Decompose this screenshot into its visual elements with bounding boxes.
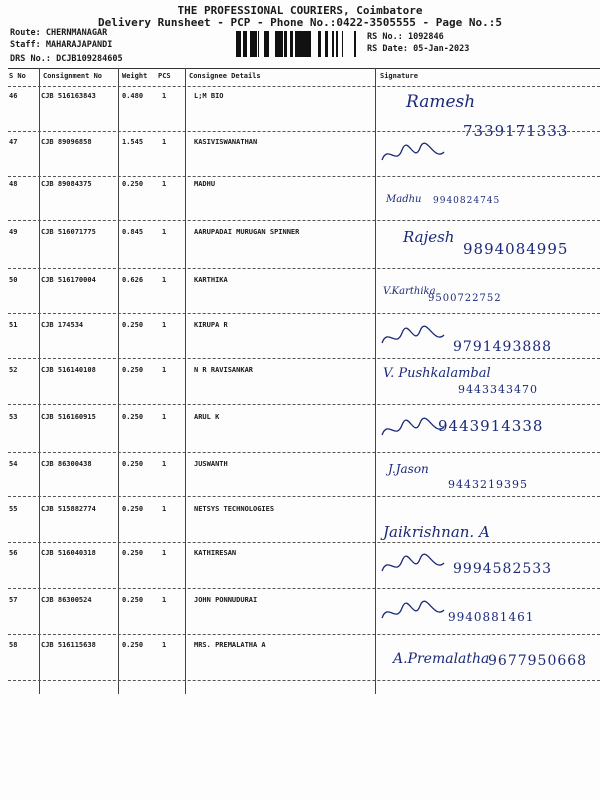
row-weight: 0.250	[122, 366, 144, 374]
handwritten-signature: V. Pushkalambal	[383, 366, 491, 381]
row-sno: 51	[9, 321, 18, 329]
row-consignment-no: CJB 515882774	[41, 505, 96, 513]
row-consignee: KIRUPA R	[194, 321, 228, 329]
row-consignment-no: CJB 516163843	[41, 92, 96, 100]
handwritten-phone: 9940824745	[433, 196, 501, 206]
row-sno: 48	[9, 180, 18, 188]
runsheet-subtitle: Delivery Runsheet - PCP - Phone No.:0422-3505555 - Page No.:5	[98, 16, 502, 29]
row-sno: 53	[9, 413, 18, 421]
row-divider	[8, 220, 600, 221]
row-consignment-no: CJB 89096858	[41, 138, 92, 146]
row-divider	[8, 496, 600, 497]
handwritten-signature: Madhu	[386, 194, 422, 205]
handwritten-phone: 9443914338	[438, 417, 544, 435]
column-divider	[39, 68, 40, 694]
rs-date-value: 05-Jan-2023	[413, 44, 470, 54]
rs-no-label: RS No.:	[367, 32, 403, 42]
row-divider	[8, 634, 600, 635]
row-consignee: N R RAVISANKAR	[194, 366, 254, 374]
drs-line	[10, 54, 123, 64]
row-divider	[8, 452, 600, 453]
barcode-image	[235, 31, 360, 57]
row-consignment-no: CJB 516115638	[41, 641, 96, 649]
signature-scribble	[378, 140, 448, 170]
row-pcs: 1	[162, 321, 167, 329]
header-rule	[8, 86, 600, 87]
row-pcs: 1	[162, 138, 167, 146]
row-consignee: KARTHIKA	[194, 276, 228, 284]
row-pcs: 1	[162, 505, 167, 513]
row-pcs: 1	[162, 549, 167, 557]
col-header-consignment: Consignment No	[43, 72, 103, 80]
route-label: Route:	[10, 28, 41, 38]
row-divider	[8, 680, 600, 681]
row-consignee: AARUPADAI MURUGAN SPINNER	[194, 228, 300, 236]
col-header-signature: Signature	[380, 72, 418, 80]
row-consignment-no: CJB 516040318	[41, 549, 96, 557]
signature-scribble	[378, 598, 448, 628]
row-weight: 0.250	[122, 321, 144, 329]
col-header-consignee: Consignee Details	[189, 72, 261, 80]
row-consignee: MRS. PREMALATHA A	[194, 641, 266, 649]
column-divider	[185, 68, 186, 694]
row-weight: 0.250	[122, 460, 144, 468]
row-sno: 49	[9, 228, 18, 236]
row-weight: 0.250	[122, 413, 144, 421]
handwritten-signature: A.Premalatha	[393, 651, 490, 667]
row-consignee: MADHU	[194, 180, 216, 188]
row-pcs: 1	[162, 641, 167, 649]
handwritten-phone: 7339171333	[463, 122, 569, 140]
signature-scribble	[378, 323, 448, 353]
drs-label: DRS No.:	[10, 54, 51, 64]
row-pcs: 1	[162, 180, 167, 188]
signature-scribble	[378, 415, 448, 445]
rs-date-line	[367, 44, 469, 54]
handwritten-signature: V.Karthika	[383, 286, 436, 297]
row-weight: 0.250	[122, 505, 144, 513]
row-divider	[8, 588, 600, 589]
row-sno: 47	[9, 138, 18, 146]
row-pcs: 1	[162, 92, 167, 100]
row-sno: 46	[9, 92, 18, 100]
row-sno: 56	[9, 549, 18, 557]
col-header-pcs: PCS	[158, 72, 171, 80]
rs-date-label: RS Date:	[367, 44, 408, 54]
row-weight: 0.480	[122, 92, 144, 100]
col-header-weight: Weight	[122, 72, 148, 80]
row-consignment-no: CJB 86300524	[41, 596, 92, 604]
handwritten-phone: 9994582533	[453, 561, 553, 577]
handwritten-signature: Ramesh	[406, 92, 476, 112]
signature-scribble	[378, 551, 448, 581]
row-weight: 0.250	[122, 549, 144, 557]
row-consignee: JOHN PONNUDURAI	[194, 596, 258, 604]
row-consignee: KATHIRESAN	[194, 549, 237, 557]
runsheet-table	[8, 68, 600, 694]
row-consignment-no: CJB 516170004	[41, 276, 96, 284]
row-consignment-no: CJB 174534	[41, 321, 84, 329]
row-consignee: JUSWANTH	[194, 460, 228, 468]
row-sno: 52	[9, 366, 18, 374]
rs-no-value: 1092846	[407, 32, 444, 42]
handwritten-phone: 9791493888	[453, 339, 553, 355]
row-consignee: NETSYS TECHNOLOGIES	[194, 505, 275, 513]
handwritten-phone: 9500722752	[428, 293, 502, 304]
row-pcs: 1	[162, 460, 167, 468]
route-line	[10, 28, 107, 38]
staff-line	[10, 40, 112, 50]
handwritten-phone: 9443343470	[458, 383, 538, 396]
row-pcs: 1	[162, 413, 167, 421]
row-divider	[8, 404, 600, 405]
row-consignment-no: CJB 89084375	[41, 180, 92, 188]
drs-value: DCJB109284605	[56, 54, 123, 64]
row-divider	[8, 131, 600, 132]
row-pcs: 1	[162, 366, 167, 374]
row-weight: 0.250	[122, 641, 144, 649]
row-pcs: 1	[162, 276, 167, 284]
handwritten-signature: J.Jason	[388, 462, 429, 476]
row-consignment-no: CJB 516160915	[41, 413, 96, 421]
handwritten-signature: Rajesh	[403, 228, 455, 246]
row-sno: 58	[9, 641, 18, 649]
row-weight: 0.250	[122, 180, 144, 188]
handwritten-phone: 9443219395	[448, 478, 528, 491]
col-header-sno: S No	[9, 72, 26, 80]
row-consignment-no: CJB 516071775	[41, 228, 96, 236]
row-consignee: ARUL K	[194, 413, 220, 421]
staff-label: Staff:	[10, 40, 41, 50]
column-divider	[375, 68, 376, 694]
row-consignee: L;M BIO	[194, 92, 224, 100]
row-sno: 54	[9, 460, 18, 468]
row-weight: 0.845	[122, 228, 144, 236]
route-value: CHERNMANAGAR	[45, 28, 108, 38]
row-weight: 1.545	[122, 138, 144, 146]
row-pcs: 1	[162, 228, 167, 236]
row-divider	[8, 313, 600, 314]
handwritten-phone: 9940881461	[448, 610, 535, 624]
row-divider	[8, 176, 600, 177]
rs-no-line	[367, 32, 444, 42]
row-divider	[8, 358, 600, 359]
row-weight: 0.250	[122, 596, 144, 604]
handwritten-phone: 9677950668	[488, 653, 588, 669]
row-divider	[8, 542, 600, 543]
company-title: THE PROFESSIONAL COURIERS, Coimbatore	[177, 4, 423, 17]
row-divider	[8, 268, 600, 269]
column-divider	[118, 68, 119, 694]
row-sno: 50	[9, 276, 18, 284]
table-top-rule	[8, 68, 600, 69]
row-consignment-no: CJB 86300438	[41, 460, 92, 468]
row-consignment-no: CJB 516140108	[41, 366, 96, 374]
row-consignee: KASIVISWANATHAN	[194, 138, 258, 146]
row-sno: 57	[9, 596, 18, 604]
handwritten-phone: 9894084995	[463, 240, 569, 258]
row-pcs: 1	[162, 596, 167, 604]
row-sno: 55	[9, 505, 18, 513]
row-weight: 0.626	[122, 276, 144, 284]
staff-value: MAHARAJAPANDI	[45, 40, 113, 50]
handwritten-signature: Jaikrishnan. A	[383, 523, 490, 541]
